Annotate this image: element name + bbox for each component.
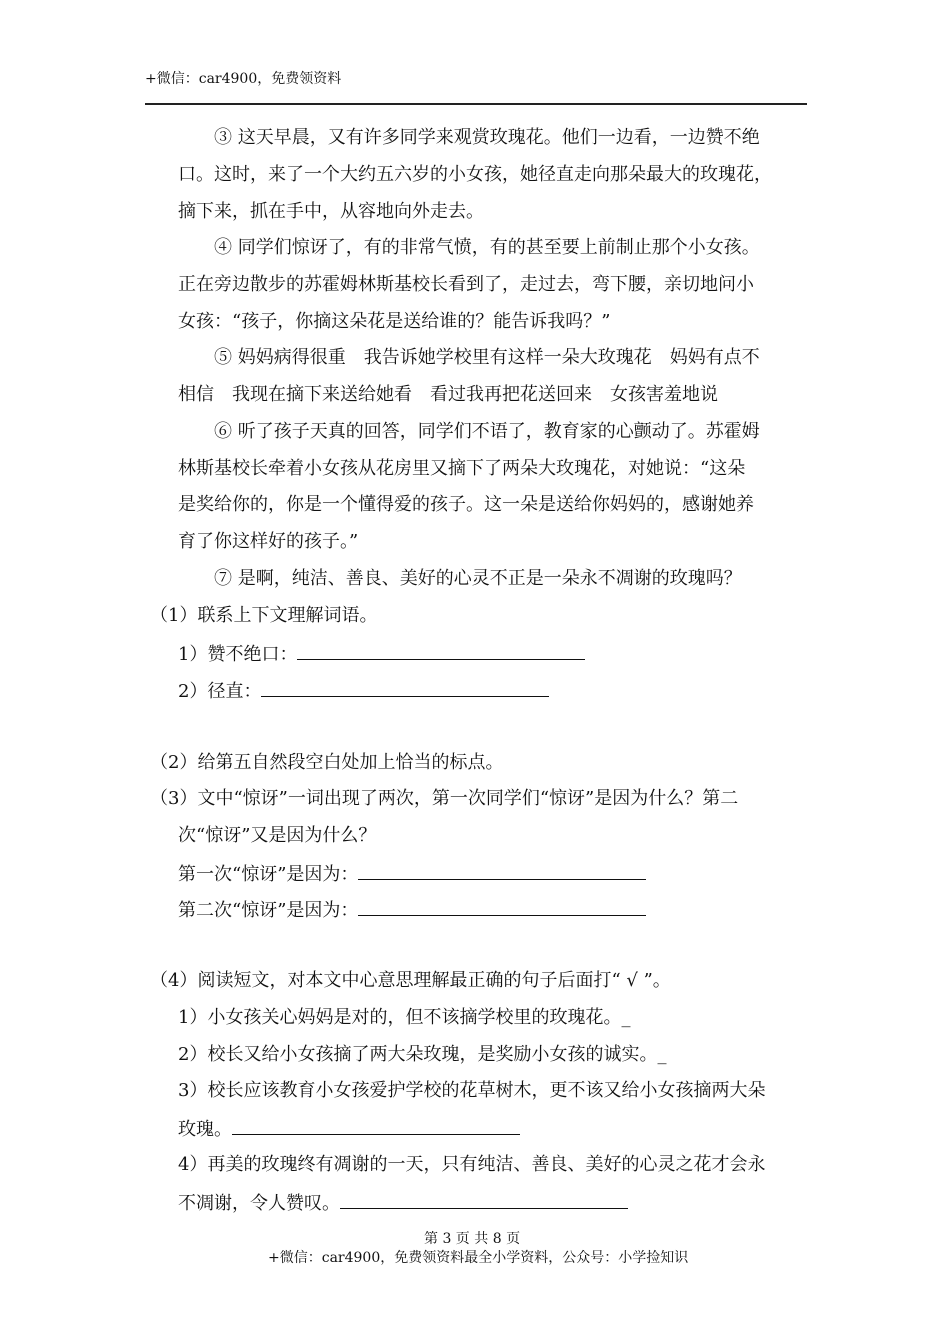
para-6-line-4: 育了你这样好的孩子。” bbox=[178, 531, 359, 552]
answer-blank-1b[interactable] bbox=[261, 678, 549, 697]
question-4-option-3-tail: 玫瑰。 bbox=[178, 1119, 232, 1140]
para-6-line-1: ⑥ 听了孩子天真的回答，同学们不语了，教育家的心颤动了。苏霍姆 bbox=[214, 421, 760, 442]
answer-blank-4c[interactable] bbox=[232, 1116, 520, 1135]
question-1-item-1-label: 1）赞不绝口： bbox=[178, 644, 298, 665]
para-4-line-1: ④ 同学们惊讶了，有的非常气愤，有的甚至要上前制止那个小女孩。 bbox=[214, 237, 760, 258]
para-4-line-3: 女孩：“孩子，你摘这朵花是送给谁的？能告诉我吗？” bbox=[178, 311, 611, 332]
question-4-option-2[interactable]: 2）校长又给小女孩摘了两大朵玫瑰，是奖励小女孩的诚实。_ bbox=[178, 1044, 667, 1065]
header-rule bbox=[145, 103, 807, 105]
question-4-option-3-line-1[interactable]: 3）校长应该教育小女孩爱护学校的花草树木，更不该又给小女孩摘两大朵 bbox=[178, 1080, 766, 1101]
answer-blank-3b[interactable] bbox=[358, 897, 646, 916]
question-2-title: （2）给第五自然段空白处加上恰当的标点。 bbox=[150, 752, 504, 773]
question-4-option-3-line-2 bbox=[178, 1116, 520, 1142]
question-1-item-2-label: 2）径直： bbox=[178, 681, 262, 702]
question-4-option-4-line-1[interactable]: 4）再美的玫瑰终有凋谢的一天，只有纯洁、善良、美好的心灵之花才会永 bbox=[178, 1154, 766, 1175]
question-3-title-line-1: （3）文中“惊讶”一词出现了两次，第一次同学们“惊讶”是因为什么？第二 bbox=[150, 788, 739, 809]
para-7-line-1: ⑦ 是啊，纯洁、善良、美好的心灵不正是一朵永不凋谢的玫瑰吗？ bbox=[214, 568, 742, 589]
question-1-title: （1）联系上下文理解词语。 bbox=[150, 605, 378, 626]
page-header: +微信：car4900，免费领资料 bbox=[145, 71, 342, 87]
para-3-line-1: ③ 这天早晨，又有许多同学来观赏玫瑰花。他们一边看，一边赞不绝 bbox=[214, 127, 760, 148]
footer-note: +微信：car4900，免费领资料最全小学资料，公众号：小学捡知识 bbox=[268, 1250, 689, 1266]
question-4-option-4-line-2 bbox=[178, 1190, 628, 1216]
para-4-line-2: 正在旁边散步的苏霍姆林斯基校长看到了，走过去，弯下腰，亲切地问小 bbox=[178, 274, 754, 295]
question-3-title-line-2: 次“惊讶”又是因为什么？ bbox=[178, 825, 377, 846]
question-3-item-2 bbox=[178, 897, 646, 923]
question-1-item-1 bbox=[178, 641, 585, 667]
question-1-item-2 bbox=[178, 678, 549, 704]
para-3-line-3: 摘下来，抓在手中，从容地向外走去。 bbox=[178, 201, 484, 222]
question-3-item-1 bbox=[178, 861, 646, 887]
para-5-line-2: 相信 我现在摘下来送给她看 看过我再把花送回来 女孩害羞地说 bbox=[178, 384, 718, 405]
question-3-item-2-label: 第二次“惊讶”是因为： bbox=[178, 900, 359, 921]
para-6-line-3: 是奖给你的，你是一个懂得爱的孩子。这一朵是送给你妈妈的，感谢她养 bbox=[178, 494, 754, 515]
question-4-option-1[interactable]: 1）小女孩关心妈妈是对的，但不该摘学校里的玫瑰花。_ bbox=[178, 1007, 631, 1028]
question-4-option-4-tail: 不凋谢，令人赞叹。 bbox=[178, 1193, 340, 1214]
page-number: 第 3 页 共 8 页 bbox=[424, 1231, 521, 1247]
para-6-line-2: 林斯基校长牵着小女孩从花房里又摘下了两朵大玫瑰花，对她说：“这朵 bbox=[178, 458, 746, 479]
answer-blank-4d[interactable] bbox=[340, 1190, 628, 1209]
question-3-item-1-label: 第一次“惊讶”是因为： bbox=[178, 864, 359, 885]
para-5-line-1: ⑤ 妈妈病得很重 我告诉她学校里有这样一朵大玫瑰花 妈妈有点不 bbox=[214, 347, 760, 368]
answer-blank-3a[interactable] bbox=[358, 861, 646, 880]
para-3-line-2: 口。这时，来了一个大约五六岁的小女孩，她径直走向那朵最大的玫瑰花， bbox=[178, 164, 772, 185]
question-4-title: （4）阅读短文，对本文中心意思理解最正确的句子后面打“ √ ”。 bbox=[150, 970, 671, 991]
answer-blank-1a[interactable] bbox=[297, 641, 585, 660]
